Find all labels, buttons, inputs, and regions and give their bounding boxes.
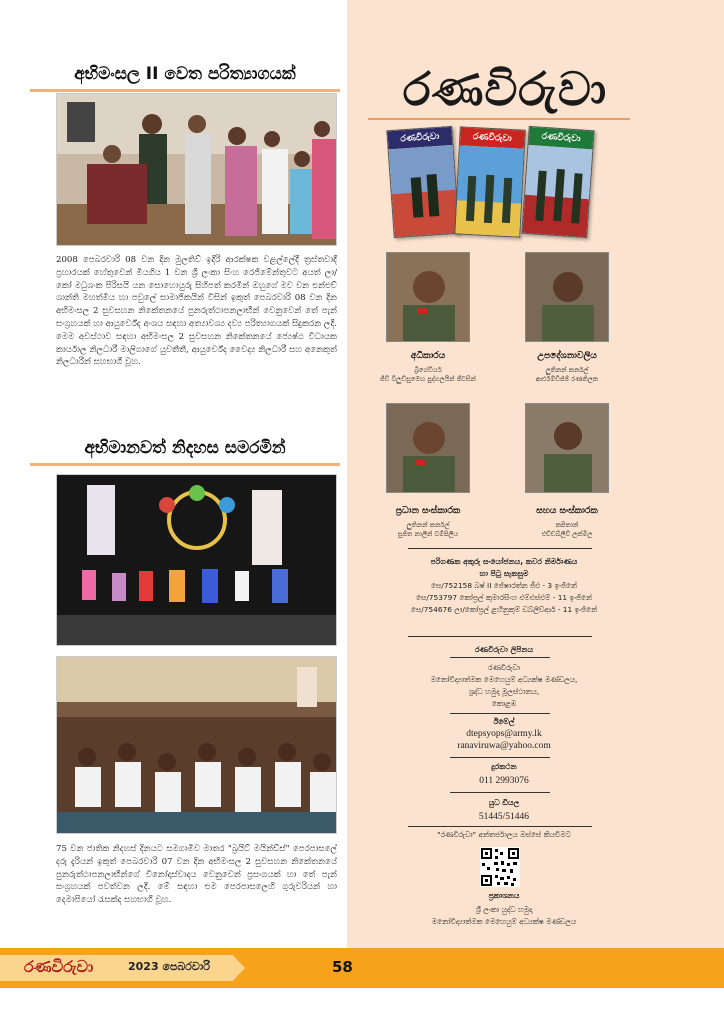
role-assistant-editor: සහය සංස්කාරක [536, 506, 598, 516]
article-body-independence: 75 වන ජාතික නිදහස් දිනයට සමගාමීව මාතර "බ්‍රයිට් මයින්ඩ්ස්" පෙරපාසලේ දරු දැරියන් ඉකුත් පෙබරවාරි 07 වන දින අභිමංසල 2 සුවසහන නිකේතනයේ පුනරුත්ථාපනලාභීන්ගේ විනෝදාස්වාදය වෙනුවෙන් ප්‍රසංගයක් හා තේ පැන් සංග්‍රහයක් පවත්වන ලදී. මේ සඳහා එම පෙරපාසලෙහි ගුරුවරියන් හා දෙමාපියෝ රැසක්ද සහභාගී වූහ. [56, 844, 337, 906]
address-lines [370, 662, 638, 710]
design-team [370, 556, 638, 616]
name-chief-editor: සුජිත නාලින් වම්පිලිය [397, 530, 459, 538]
address-line: ශ්‍රද්ධ හමුදා මූලස්ථානය, [468, 687, 540, 696]
qr-code[interactable] [480, 847, 520, 887]
team-member: සෙ/753797 කෝප්‍රල් කුමාරසිංහ එම්එස්එම් - 11 ඉංජිනේ [415, 593, 593, 602]
magazine-cover-3 [521, 126, 594, 238]
address-line: මනෝවිද්‍යාත්මක මෙහෙයුම් අධ්‍යක්ෂ මණ්ඩලය, [430, 675, 578, 684]
magazine-masthead: රණවිරුවා [460, 127, 525, 148]
address-block [370, 644, 638, 656]
name-director: ජීඩී විලුඩ්සුමෙහ පුද්ගලයින් ජීවසින් [380, 375, 476, 383]
publisher-block [370, 890, 638, 928]
divider [408, 548, 592, 549]
article-heading-independence [30, 438, 340, 458]
army-line-heading: යුධ ඩියල [488, 798, 520, 807]
heading-rule [30, 89, 340, 92]
team-member: සෙ/754676 ලා/කෝප්‍රල් ළහිනුකුම් ඩබ්ලිව්ආර් - 11 ඉංජිනේ [410, 605, 598, 614]
portrait-advisor [525, 252, 609, 342]
rank-chief-editor: ලුතිනන් කර්නල් [406, 521, 450, 529]
article-heading-donation [30, 64, 340, 84]
phone-number: 011 2993076 [479, 776, 529, 786]
email-block [370, 716, 638, 752]
divider [450, 657, 550, 658]
team-heading: පරිගණක අකුරු සංයෝජනය, කවර නිර්මාණය හා පිටු සැකසුම [430, 557, 578, 578]
masthead-title: රණවිරුවා [402, 62, 608, 116]
heading-rule [30, 463, 340, 466]
army-line-block [370, 797, 638, 823]
page-number: 58 [332, 958, 353, 976]
divider [408, 826, 592, 827]
address-line: කොළඹ [491, 699, 517, 708]
magazine-masthead: රණවිරුවා [387, 127, 452, 149]
email-link[interactable]: dtepsyops@army.lk [466, 729, 542, 739]
article-body-donation: 2008 පෙබරවාරි 08 වන දින මුලතිව් ඉදිරි ආරක්ෂක වළල්ලේදී ත්‍රස්තවාදී ප්‍රහාරයක් හේතුවෙන් මියගිය 1 වන ශ්‍රී ලංකා සිංහ රෙජිමේන්තුවට අයත් ලා/කෝ මධුශංක පිරිසයි යන සොහොයුරු සිහිපත් කරමින් ඔහුගේ මව වන එන්එච් ශාන්ති මහත්මිය හා පවුලේ සාමාජිකයින් විසින් ඉකුත් පෙබරවාරි 08 වන දින අභිමංසල 2 සුවසහන නිකේතනයේ පුනරුත්ථාපනලාභීන් වෙනුවෙන් තේ පැන් සංග්‍රහයක් හා ආයුර්වේද අංශය සඳහා අත්‍යාවශ්‍ය දව්‍ය පරිත්‍යාගයක් සිදුකරන ලදී. මෙම අවස්ථාව සඳහා අභිමංසල 2 සුවසහන නිකේතනයේ ජ්‍යෙෂ්ඨ විධායක කාර්යාල නිලධාරී මාලිගාගේ යුවතීතී, ආයුර්වේද වෛද්‍ය නිලධාරී සහ අනෙකුත් නිලධාරීන් සහභාගී වූහ. [56, 255, 337, 368]
role-chief-editor: ප්‍රධාන සංස්කාරක [395, 506, 461, 516]
rank-advisor: ලුතිනන් කර්නල් [545, 366, 589, 374]
team-member: සෙ/752158 බෂ් II ජේෂාරත්න ජීඑ - 3 ඉංජිනේ [431, 581, 577, 590]
publisher-heading: ප්‍රකාශනය [488, 891, 520, 900]
publisher-line: මනෝවිද්‍යාත්මක මෙහෙයුම් අධ්‍යක්ෂ මණ්ඩලය [431, 917, 577, 926]
footer-issue-date: 2023 පෙබරවාරි [128, 960, 211, 973]
footer-logo: රණවිරුවා [24, 957, 94, 976]
heading-text: අභිමානවත් නිදහස සමරමින් [84, 438, 286, 458]
performance-photo [56, 474, 337, 646]
army-line-number: 51445/51446 [478, 812, 530, 822]
qr-caption: "රණවිරුවා" අන්තර්ජාලය ඔස්සේ කියවීමට [437, 830, 571, 839]
phone-block [370, 761, 638, 787]
divider [450, 713, 550, 714]
email-link[interactable]: ranaviruwa@yahoo.com [457, 741, 551, 751]
audience-photo [56, 656, 337, 834]
magazine-masthead: රණවිරුවා [529, 127, 594, 149]
rank-assistant-editor: කපිතාන් [555, 521, 579, 529]
email-heading: ඊමේල් [493, 717, 515, 726]
address-heading: රණවිරුවා ලිපිනය [474, 645, 534, 654]
rank-director: බ්‍රිගේඩියර් [414, 366, 442, 374]
portrait-assistant-editor [525, 403, 609, 493]
heading-text: අභිමංසල II වෙත පරිත්‍යාගයක් [74, 64, 296, 84]
portrait-chief-editor [386, 403, 470, 493]
divider [450, 792, 550, 793]
divider [450, 757, 550, 758]
role-director: අධිකාරය [410, 351, 446, 361]
magazine-cover-2 [454, 126, 526, 237]
address-line: රණවිරුවා [487, 663, 520, 672]
masthead-rule [368, 118, 630, 120]
donation-photo [56, 93, 337, 246]
portrait-director [386, 252, 470, 342]
divider [408, 636, 592, 637]
name-assistant-editor: එච්ඩබ්‍ලිව් ලක්මිල [541, 530, 593, 538]
footer-bar [0, 948, 724, 988]
name-advisor: ආර්එම්ඩීජ්ජි රණතිලක [535, 375, 599, 383]
publisher-line: ශ්‍රී ලංකා යුද්ධ හමුදා [475, 905, 533, 914]
magazine-cover-1 [386, 126, 459, 238]
role-advisor: උපදේශනාවලිය [537, 351, 597, 361]
phone-heading: දුරකථන [491, 762, 517, 771]
